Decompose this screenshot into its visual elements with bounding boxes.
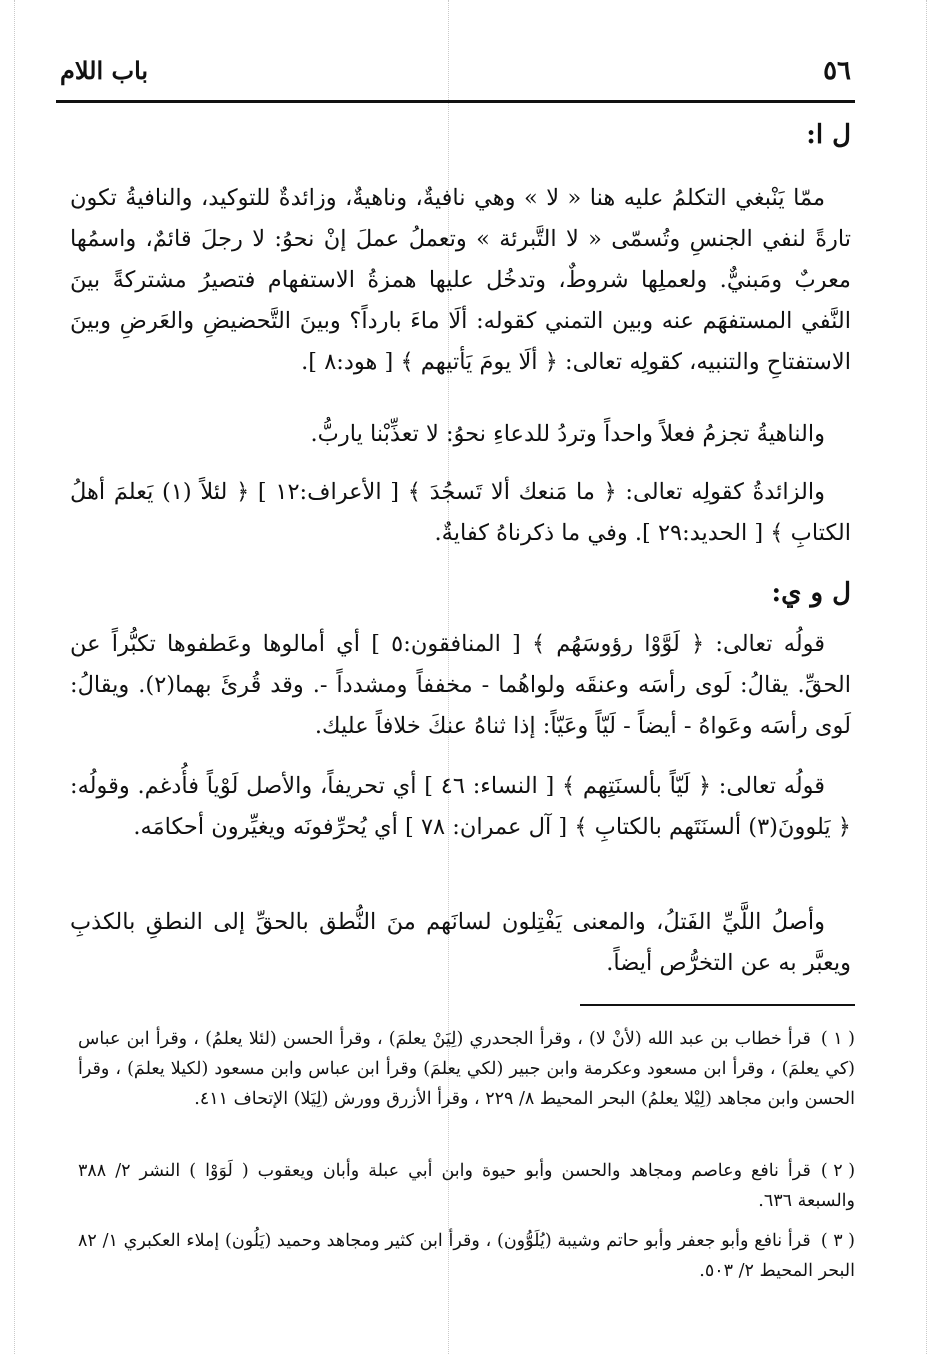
section-heading: ل و ي: xyxy=(771,578,851,608)
paragraph-text: قولُه تعالى: ﴿ لَوَّوْا رؤوسَهُم ﴾ [ المنافقون:٥ ] أي أمالوها وعَطفوها تكبُّراً عن الحقِّ. يقالُ: لَوى رأسَه وعنقَه ولواهُما - مخففاً ومشدداً -. وقد قُرئَ بهما(٢). ويقالُ: لَوى رأسَه وعَواهُ - أيضاً - لَيّاً وعَيّاً: إذا ثناهُ عنكَ خلافاً عليك. xyxy=(70,631,851,739)
paragraph-text: والزائدةُ كقولِه تعالى: ﴿ ما مَنعك ألا تَسجُدَ ﴾ [ الأعراف:١٢ ] ﴿ لئلاً (١) يَعلمَ أهلُ الكتابِ ﴾ [ الحديد:٢٩ ]. وفي ما ذكرناهُ كفايةٌ. xyxy=(70,479,851,546)
header-rule xyxy=(56,100,855,103)
paragraph-text: والناهيةُ تجزمُ فعلاً واحداً وتردُ للدعاءِ نحوُ: لا تعذِّبْنا ياربُّ. xyxy=(310,421,825,447)
footnote xyxy=(78,1156,855,1216)
page-number: ٥٦ xyxy=(823,56,851,86)
paragraph xyxy=(70,472,851,554)
scan-guide-line xyxy=(926,0,927,1354)
footnote-text: قرأ نافع وأبو جعفر وأبو حاتم وشيبة (يُلَوُّون) ، وقرأ ابن كثير ومجاهد وحميد (يَلُون) إملاء العكبري ١/ ٨٢ البحر المحيط ٢/ ٥٠٣. xyxy=(78,1231,855,1281)
footnote-number: ( ١ ) xyxy=(820,1029,855,1049)
paragraph xyxy=(70,624,851,747)
running-title: باب اللام xyxy=(60,56,149,85)
paragraph xyxy=(70,766,851,848)
paragraph xyxy=(70,414,851,455)
paragraph-text: ممّا يَنْبغي التكلمُ عليه هنا « لا » وهي نافيةٌ، وناهيةٌ، وزائدةٌ للتوكيد، والنافيةُ تكون تارةً لنفي الجنسِ وتُسمّى « لا التَّبرئة » وتعملُ عملَ إنْ نحوُ: لا رجلَ قائمٌ، واسمُها معربٌ ومَبنيٌّ. ولعملِها شروطٌ، وتدخُل عليها همزةُ الاستفهام فتصيرُ مشتركةً بينَ النَّفي المستفهَم عنه وبين التمني كقوله: ألَا ماءَ بارداً؟ وبينَ التَّحضيضِ والعَرضِ وبينَ الاستفتاحِ والتنبيه، كقولِه تعالى: ﴿ ألَا يومَ يَأتيهم ﴾ [ هود:٨ ]. xyxy=(70,185,851,375)
footnote-text: قرأ خطاب بن عبد الله (لأنْ لا) ، وقرأ الجحدري (لِيَنْ يعلمَ) ، وقرأ الحسن (لئلا يعلمُ) ، وقرأ ابن عباس (كي يعلمَ) ، وقرأ ابن مسعود وعكرمة وابن جبير (لكي يعلمَ) وقرأ ابن عباس وابن مسعود (لكيلا يعلمَ) ، وقرأ الحسن وابن مجاهد (لِيْلا يعلمُ) البحر المحيط ٨/ ٢٢٩ ، وقرأ الأزرق وورش (لِيَلا) الإتحاف ٤١١. xyxy=(78,1029,855,1109)
footnote xyxy=(78,1024,855,1114)
footnote xyxy=(78,1226,855,1286)
page-header xyxy=(60,56,851,96)
paragraph xyxy=(70,902,851,984)
paragraph-text: قولُه تعالى: ﴿ لَيّاً بألسنَتِهم ﴾ [ النساء: ٤٦ ] أي تحريفاً، والأصل لَوْياً فأُدغم. وقولُه: ﴿ يَلوونَ(٣) ألسنَتَهم بالكتابِ ﴾ [ آل عمران: ٧٨ ] أي يُحرِّفونَه ويغيِّرون أحكامَه. xyxy=(70,773,851,840)
paragraph-text: وأصلُ اللَّيِّ الفَتلُ، والمعنى يَفْتِلون لسانَهم منَ النُّطق بالحقِّ إلى النطقِ بالكذبِ ويعبَّر به عن التخرُّص أيضاً. xyxy=(70,909,851,976)
scan-guide-line xyxy=(14,0,15,1354)
footnote-rule xyxy=(580,1004,855,1006)
footnote-text: قرأ نافع وعاصم ومجاهد والحسن وأبو حيوة وابن أبي عبلة وأبان ويعقوب ( لَوَوْا ) النشر ٢/ ٣٨٨ والسبعة ٦٣٦. xyxy=(78,1161,855,1211)
footnote-number: ( ٣ ) xyxy=(820,1231,855,1251)
section-heading: ل ا: xyxy=(806,120,851,150)
paragraph xyxy=(70,178,851,383)
footnote-number: ( ٢ ) xyxy=(820,1161,856,1181)
